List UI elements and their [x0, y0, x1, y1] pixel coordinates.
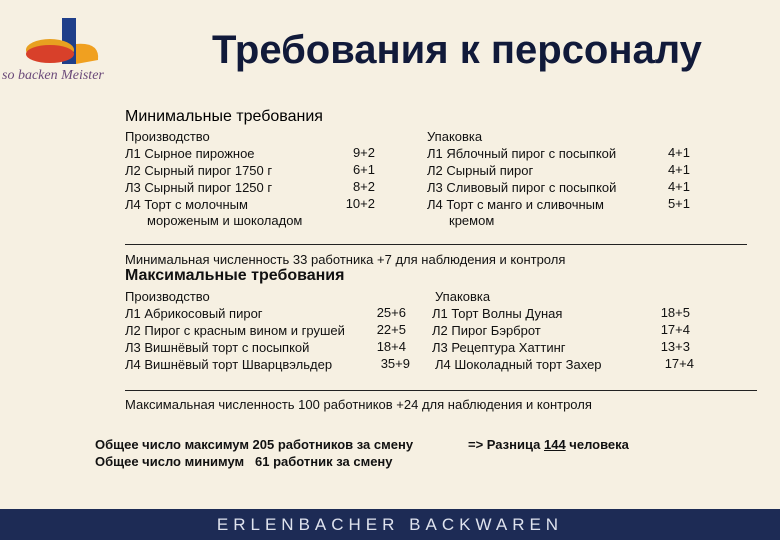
max-production-value: 18+4	[376, 339, 406, 354]
min-production-item-continued: мороженым и шоколадом	[147, 213, 303, 228]
footer-bar	[0, 509, 780, 540]
logo-orange-shape	[76, 44, 98, 64]
max-packing-value: 18+5	[660, 305, 690, 320]
min-packing-value: 4+1	[667, 179, 690, 194]
total-min-line: Общее число минимум 61 работник за смену	[95, 454, 393, 469]
min-summary: Минимальная численность 33 работника +7 для наблюдения и контроля	[125, 252, 566, 267]
max-packing-value: 17+4	[664, 356, 694, 371]
max-heading: Максимальные требования	[125, 267, 345, 284]
min-production-item: Л4 Торт с молочным	[125, 197, 248, 212]
max-packing-item: Л3 Рецептура Хаттинг	[432, 340, 566, 355]
min-production-value: 10+2	[345, 196, 375, 211]
max-production-item: Л2 Пирог с красным вином и грушей	[125, 323, 345, 338]
max-packing-value: 17+4	[660, 322, 690, 337]
max-packing-value: 13+3	[660, 339, 690, 354]
min-production-item: Л3 Сырный пирог 1250 г	[125, 180, 273, 195]
min-packing-item: Л4 Торт с манго и сливочным	[427, 197, 604, 212]
difference-line	[468, 437, 629, 452]
max-production-value: 25+6	[376, 305, 406, 320]
max-packing-label: Упаковка	[435, 289, 491, 304]
total-max-line: Общее число максимум 205 работников за смену	[95, 437, 414, 452]
max-production-value: 22+5	[376, 322, 406, 337]
max-production-item: Л3 Вишнёвый торт с посыпкой	[125, 340, 310, 355]
max-production-item: Л4 Вишнёвый торт Шварцвэльдер	[125, 357, 333, 372]
max-summary: Максимальная численность 100 работников +24 для наблюдения и контроля	[125, 397, 592, 412]
difference-suffix: человека	[565, 437, 629, 452]
difference-prefix: => Разница	[468, 437, 544, 452]
page-title: Требования к персоналу	[212, 28, 702, 72]
max-production-value: 35+9	[380, 356, 410, 371]
min-production-item: Л2 Сырный пирог 1750 г	[125, 163, 273, 178]
difference-number: 144	[543, 437, 566, 452]
min-packing-item: Л3 Сливовый пирог с посыпкой	[427, 180, 617, 195]
min-production-value: 8+2	[352, 179, 375, 194]
min-production-value: 6+1	[352, 162, 375, 177]
divider	[125, 244, 747, 245]
min-packing-item: Л1 Яблочный пирог с посыпкой	[427, 146, 617, 161]
min-packing-item: Л2 Сырный пирог	[427, 163, 534, 178]
max-production-label: Производство	[125, 289, 210, 304]
min-packing-label: Упаковка	[427, 129, 483, 144]
max-production-item: Л1 Абрикосовый пирог	[125, 306, 263, 321]
logo-red-shape	[26, 45, 74, 63]
logo-text: so backen Meister	[2, 68, 104, 83]
divider	[125, 390, 757, 391]
min-production-label: Производство	[125, 129, 210, 144]
max-packing-item: Л4 Шоколадный торт Захер	[435, 357, 602, 372]
min-heading: Минимальные требования	[125, 108, 323, 125]
max-packing-item: Л1 Торт Волны Дуная	[432, 306, 563, 321]
min-packing-value: 4+1	[667, 145, 690, 160]
max-packing-item: Л2 Пирог Бэрброт	[432, 323, 541, 338]
min-production-item: Л1 Сырное пирожное	[125, 146, 255, 161]
min-packing-value: 4+1	[667, 162, 690, 177]
min-production-value: 9+2	[352, 145, 375, 160]
min-packing-value: 5+1	[667, 196, 690, 211]
min-packing-item-continued: кремом	[449, 213, 495, 228]
footer-brand: ERLENBACHER BACKWAREN	[216, 515, 564, 534]
